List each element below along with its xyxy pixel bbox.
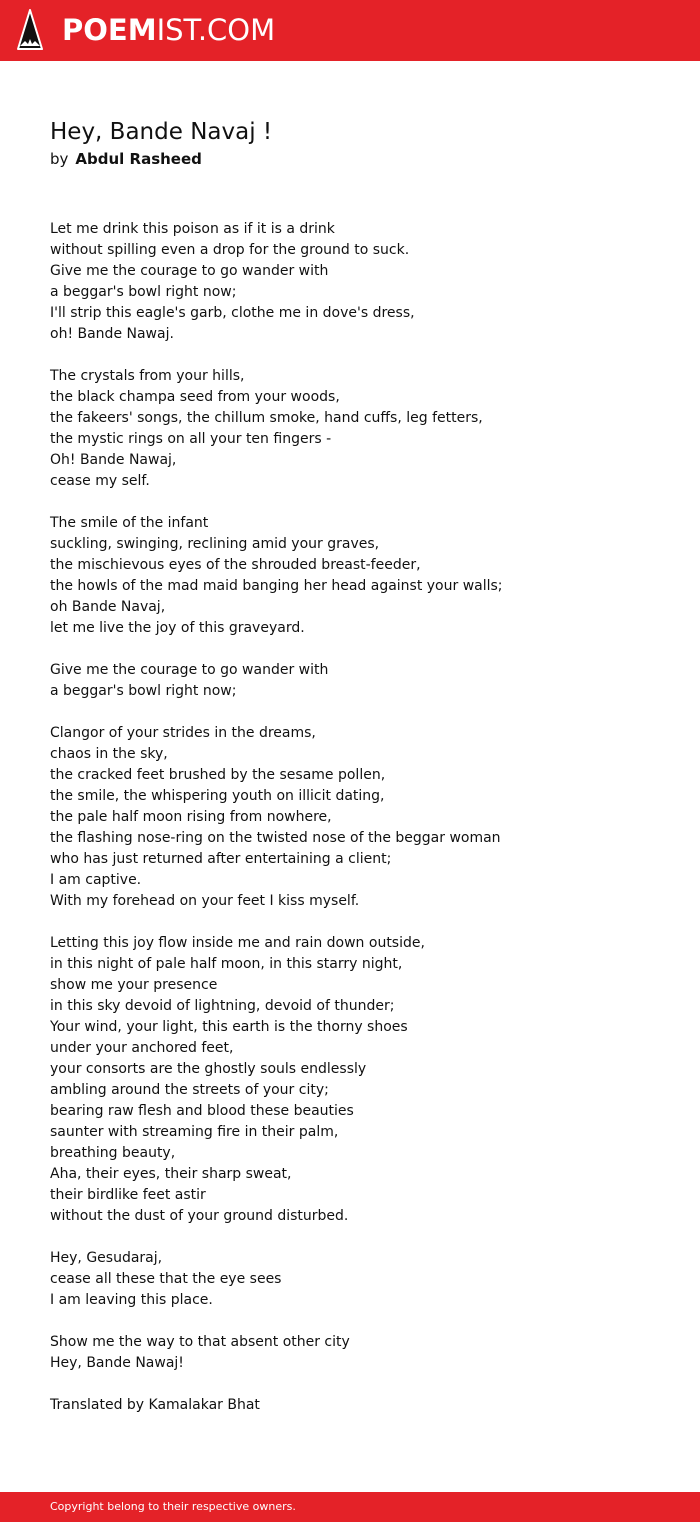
poem-line: the mystic rings on all your ten fingers -: [50, 431, 332, 447]
poem-line: Give me the courage to go wander with: [50, 263, 329, 279]
poem-line: your consorts are the ghostly souls endlessly: [50, 1061, 367, 1077]
site-header: [0, 0, 700, 61]
poem-line: the black champa seed from your woods,: [50, 389, 340, 405]
stanza-break: [50, 1227, 670, 1248]
logo-text-light: IST.COM: [156, 13, 276, 47]
byline-prefix: by: [50, 150, 69, 168]
poem-line: Hey, Gesudaraj,: [50, 1250, 163, 1266]
stanza-break: [50, 1311, 670, 1332]
poem-line: the fakeers' songs, the chillum smoke, hand cuffs, leg fetters,: [50, 410, 483, 426]
poem-line: cease all these that the eye sees: [50, 1271, 282, 1287]
poem-line: under your anchored feet,: [50, 1040, 234, 1056]
poem-line: in this night of pale half moon, in this starry night,: [50, 956, 403, 972]
poem-line: I'll strip this eagle's garb, clothe me in dove's dress,: [50, 305, 415, 321]
poem-line: Hey, Bande Nawaj!: [50, 1355, 184, 1371]
poem-line: cease my self.: [50, 473, 150, 489]
copyright-text: Copyright belong to their respective owners.: [50, 1500, 296, 1513]
poem-line: the pale half moon rising from nowhere,: [50, 809, 332, 825]
poem-line: Show me the way to that absent other city: [50, 1334, 350, 1350]
site-footer: [0, 1492, 700, 1522]
poem-line: who has just returned after entertaining a client;: [50, 851, 392, 867]
poem-line: With my forehead on your feet I kiss myself.: [50, 893, 360, 909]
stanza-break: [50, 345, 670, 366]
stanza-break: [50, 639, 670, 660]
stanza-break: [50, 912, 670, 933]
stanza-break: [50, 492, 670, 513]
byline: [50, 149, 202, 169]
poem-line: oh! Bande Nawaj.: [50, 326, 174, 342]
poem-line: The smile of the infant: [50, 515, 209, 531]
poem-line: Letting this joy flow inside me and rain down outside,: [50, 935, 425, 951]
poem-line: in this sky devoid of lightning, devoid of thunder;: [50, 998, 395, 1014]
poem-line: Oh! Bande Nawaj,: [50, 452, 177, 468]
poem-line: chaos in the sky,: [50, 746, 168, 762]
poem-line: Aha, their eyes, their sharp sweat,: [50, 1166, 292, 1182]
poem-line: Translated by Kamalakar Bhat: [50, 1397, 260, 1413]
poem-line: I am leaving this place.: [50, 1292, 213, 1308]
poem-line: the cracked feet brushed by the sesame pollen,: [50, 767, 386, 783]
poem-line: the howls of the mad maid banging her head against your walls;: [50, 578, 503, 594]
poem-line: a beggar's bowl right now;: [50, 284, 237, 300]
poem-line: Clangor of your strides in the dreams,: [50, 725, 316, 741]
poem-line: suckling, swinging, reclining amid your graves,: [50, 536, 380, 552]
poem-line: I am captive.: [50, 872, 142, 888]
site-logo-link[interactable]: [62, 12, 275, 48]
author-name: Abdul Rasheed: [75, 150, 202, 168]
poem-line: show me your presence: [50, 977, 218, 993]
poem-line: let me live the joy of this graveyard.: [50, 620, 305, 636]
poem-line: their birdlike feet astir: [50, 1187, 206, 1203]
poem-body: [50, 219, 670, 1416]
poem-line: the flashing nose-ring on the twisted nose of the beggar woman: [50, 830, 501, 846]
poem-line: Your wind, your light, this earth is the thorny shoes: [50, 1019, 408, 1035]
stanza-break: [50, 1374, 670, 1395]
poem-line: the smile, the whispering youth on illicit dating,: [50, 788, 385, 804]
poem-line: ambling around the streets of your city;: [50, 1082, 329, 1098]
poem-line: Give me the courage to go wander with: [50, 662, 329, 678]
logo-text-bold: POEM: [62, 13, 157, 47]
poem-line: the mischievous eyes of the shrouded breast-feeder,: [50, 557, 421, 573]
poem-title: Hey, Bande Navaj !: [50, 119, 273, 145]
poem-line: without spilling even a drop for the ground to suck.: [50, 242, 410, 258]
poem-line: Let me drink this poison as if it is a drink: [50, 221, 335, 237]
poem-line: breathing beauty,: [50, 1145, 176, 1161]
poem-line: without the dust of your ground disturbed.: [50, 1208, 349, 1224]
poem-line: a beggar's bowl right now;: [50, 683, 237, 699]
poem-line: saunter with streaming fire in their palm,: [50, 1124, 339, 1140]
pen-nib-icon: [17, 9, 43, 51]
poem-line: The crystals from your hills,: [50, 368, 245, 384]
poem-line: oh Bande Navaj,: [50, 599, 166, 615]
poem-line: bearing raw flesh and blood these beauties: [50, 1103, 354, 1119]
stanza-break: [50, 702, 670, 723]
